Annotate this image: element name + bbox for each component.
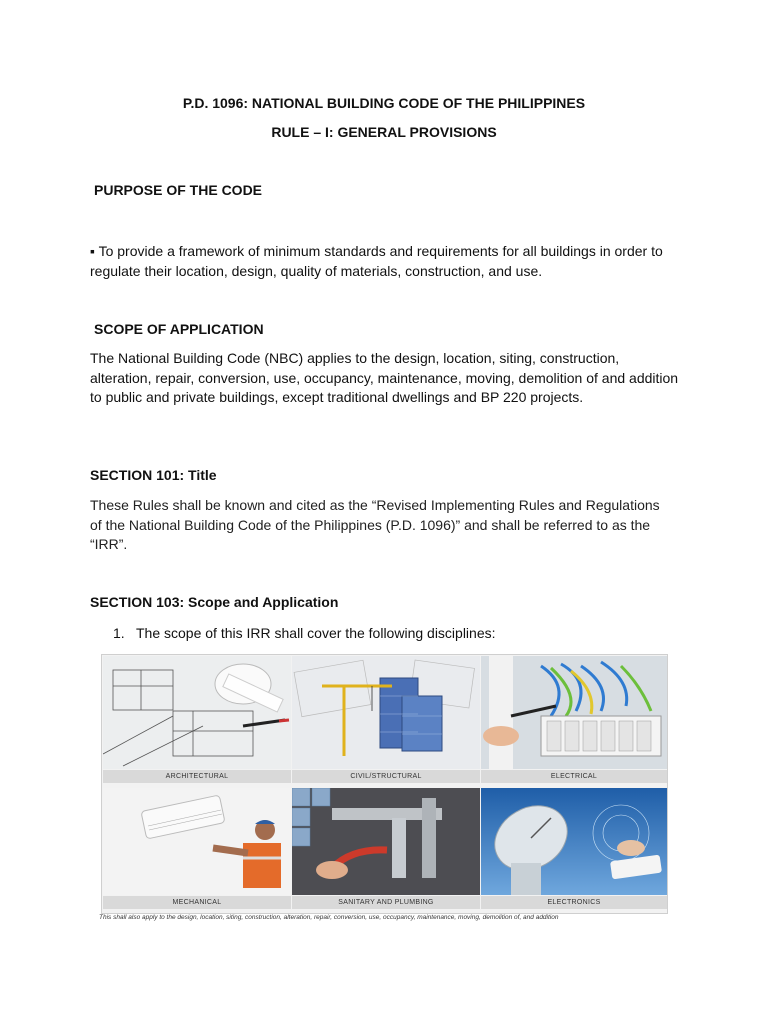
- label-mechanical: MECHANICAL: [103, 896, 291, 909]
- electronics-image: [481, 788, 667, 895]
- label-civil-structural: CIVIL/STRUCTURAL: [292, 770, 480, 783]
- purpose-heading: PURPOSE OF THE CODE: [94, 182, 263, 198]
- label-sanitary-plumbing: SANITARY AND PLUMBING: [292, 896, 480, 909]
- section-101-text: These Rules shall be known and cited as the “Revised Implementing Rules and Regulations of the National Building Code of the Philippines (P.D. 1096)” and shall be referred to as the “IRR”.: [90, 497, 660, 552]
- mechanical-image: [103, 788, 291, 895]
- list-item-text: The scope of this IRR shall cover the following disciplines:: [136, 625, 496, 641]
- label-electrical: ELECTRICAL: [481, 770, 667, 783]
- sanitary-plumbing-image: [292, 788, 480, 895]
- document-title: P.D. 1096: NATIONAL BUILDING CODE OF THE PHILIPPINES: [182, 95, 586, 111]
- scope-heading: SCOPE OF APPLICATION: [94, 321, 264, 337]
- list-number: 1.: [113, 625, 125, 641]
- section-101-heading: SECTION 101: Title: [90, 467, 217, 483]
- disciplines-figure: [101, 654, 668, 914]
- architectural-image: [103, 656, 291, 769]
- electrical-image: [481, 656, 667, 769]
- scope-text: The National Building Code (NBC) applies to the design, location, siting, construction, alteration, repair, conversion, use, occupancy, maintenance, moving, demolition of and addition to public and private buildings, except traditional dwellings and BP 220 projects.: [90, 350, 679, 405]
- label-architectural: ARCHITECTURAL: [103, 770, 291, 783]
- figure-caption: This shall also apply to the design, location, siting, construction, alteration, repair, conversion, use, occupancy, maintenance, moving, demolition of, and addition: [99, 914, 559, 921]
- label-electronics: ELECTRONICS: [481, 896, 667, 909]
- section-103-heading: SECTION 103: Scope and Application: [90, 594, 339, 610]
- document-subtitle: RULE – I: GENERAL PROVISIONS: [271, 124, 497, 140]
- purpose-text: ▪ To provide a framework of minimum standards and requirements for all buildings in order to regulate their location, design, quality of materials, construction, and use.: [90, 243, 663, 279]
- civil-structural-image: [292, 656, 480, 769]
